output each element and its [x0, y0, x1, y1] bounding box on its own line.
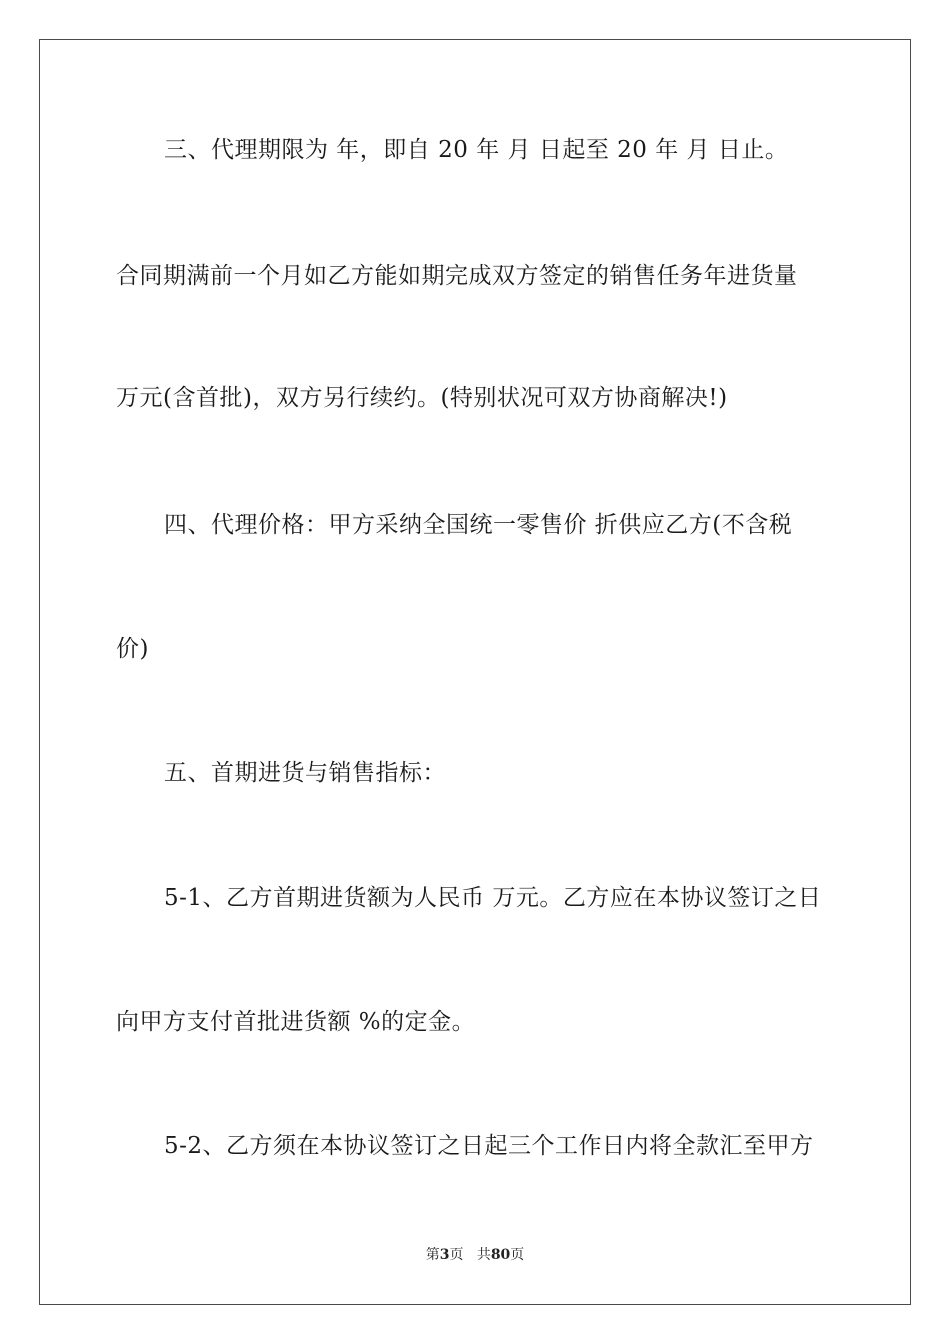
footer-total-prefix: 共	[476, 1247, 491, 1263]
paragraph-line-clause-5-1-cont: 向甲方支付首批进货额 %的定金。	[116, 1009, 476, 1035]
footer-page-suffix: 页	[449, 1247, 464, 1263]
section-heading-first-order: 五、首期进货与销售指标：	[164, 760, 446, 786]
paragraph-line-clause-5-1: 5-1、乙方首期进货额为人民币 万元。乙方应在本协议签订之日	[164, 885, 822, 911]
paragraph-line-price-cont: 价)	[116, 636, 149, 662]
paragraph-line-renewal: 合同期满前一个月如乙方能如期完成双方签定的销售任务年进货量	[116, 263, 798, 289]
footer-total-suffix: 页	[510, 1247, 525, 1263]
footer-page-prefix: 第	[425, 1247, 440, 1263]
paragraph-line-term: 三、代理期限为 年，即自 20 年 月 日起至 20 年 月 日止。	[164, 137, 789, 163]
footer-total-number: 80	[490, 1247, 511, 1263]
page-border	[39, 39, 911, 1305]
paragraph-line-price: 四、代理价格：甲方采纳全国统一零售价 折供应乙方(不含税	[164, 512, 793, 538]
paragraph-line-clause-5-2: 5-2、乙方须在本协议签订之日起三个工作日内将全款汇至甲方	[164, 1133, 814, 1159]
footer-page-number: 3	[439, 1247, 450, 1263]
page-footer	[0, 1246, 950, 1264]
paragraph-line-renewal-cont: 万元(含首批)，双方另行续约。(特别状况可双方协商解决!)	[116, 385, 728, 411]
